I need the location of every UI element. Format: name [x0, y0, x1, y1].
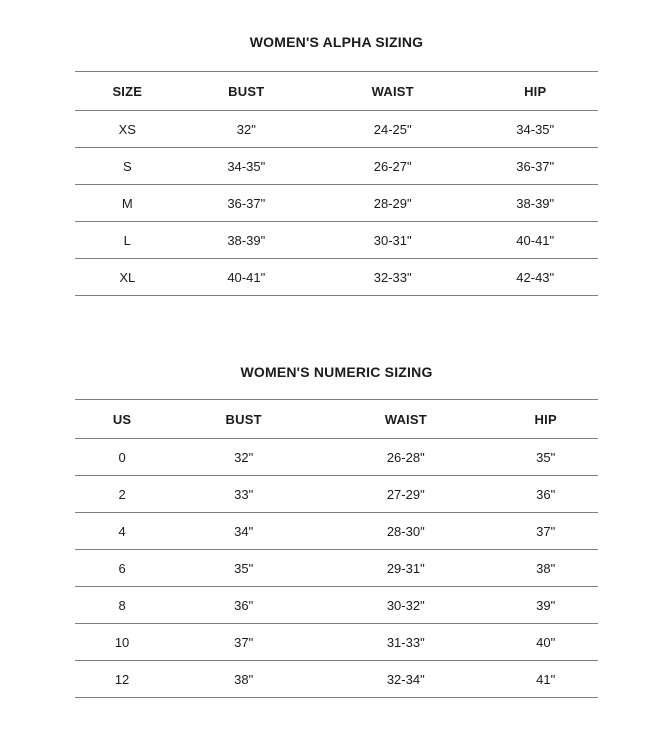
- table-row-us10: [75, 624, 598, 661]
- table-row-us8: [75, 587, 598, 624]
- alpha-sizing-title: WOMEN'S ALPHA SIZING: [249, 34, 424, 50]
- table-row-xs: [75, 111, 598, 148]
- waist-cell: 28-29": [313, 185, 473, 222]
- bust-cell: 33": [169, 476, 318, 513]
- us-cell: 8: [75, 587, 169, 624]
- numeric-sizing-section: [75, 296, 598, 698]
- bust-cell: 34": [169, 513, 318, 550]
- waist-cell: 31-33": [318, 624, 493, 661]
- bust-cell: 40-41": [180, 259, 313, 296]
- waist-cell: 30-31": [313, 222, 473, 259]
- us-cell: 0: [75, 439, 169, 476]
- size-cell: M: [75, 185, 180, 222]
- hip-cell: 35": [493, 439, 598, 476]
- bust-cell: 37": [169, 624, 318, 661]
- table-header-row: [75, 72, 598, 111]
- header-cell-waist: WAIST: [318, 400, 493, 439]
- size-cell: XS: [75, 111, 180, 148]
- table-row-us0: [75, 439, 598, 476]
- header-cell-waist: WAIST: [313, 72, 473, 111]
- hip-cell: 40-41": [472, 222, 598, 259]
- table-row-us6: [75, 550, 598, 587]
- us-cell: 2: [75, 476, 169, 513]
- header-cell-hip: HIP: [472, 72, 598, 111]
- size-cell: L: [75, 222, 180, 259]
- bust-cell: 36-37": [180, 185, 313, 222]
- alpha-sizing-section: [75, 0, 598, 296]
- bust-cell: 32": [180, 111, 313, 148]
- waist-cell: 28-30": [318, 513, 493, 550]
- table-header-row: [75, 400, 598, 439]
- bust-cell: 38": [169, 661, 318, 698]
- table-row-us2: [75, 476, 598, 513]
- us-cell: 12: [75, 661, 169, 698]
- header-cell-hip: HIP: [493, 400, 598, 439]
- header-cell-us: US: [75, 400, 169, 439]
- us-cell: 6: [75, 550, 169, 587]
- waist-cell: 24-25": [313, 111, 473, 148]
- us-cell: 10: [75, 624, 169, 661]
- bust-cell: 32": [169, 439, 318, 476]
- hip-cell: 38": [493, 550, 598, 587]
- bust-cell: 36": [169, 587, 318, 624]
- table-row-l: [75, 222, 598, 259]
- waist-cell: 26-27": [313, 148, 473, 185]
- table-row-us4: [75, 513, 598, 550]
- hip-cell: 34-35": [472, 111, 598, 148]
- size-cell: XL: [75, 259, 180, 296]
- numeric-sizing-table: [75, 399, 598, 698]
- waist-cell: 26-28": [318, 439, 493, 476]
- waist-cell: 29-31": [318, 550, 493, 587]
- hip-cell: 36": [493, 476, 598, 513]
- waist-cell: 30-32": [318, 587, 493, 624]
- table-row-m: [75, 185, 598, 222]
- hip-cell: 39": [493, 587, 598, 624]
- hip-cell: 40": [493, 624, 598, 661]
- bust-cell: 34-35": [180, 148, 313, 185]
- table-row-us12: [75, 661, 598, 698]
- bust-cell: 35": [169, 550, 318, 587]
- alpha-sizing-table: [75, 71, 598, 296]
- numeric-sizing-title: WOMEN'S NUMERIC SIZING: [240, 364, 433, 380]
- header-cell-size: SIZE: [75, 72, 180, 111]
- bust-cell: 38-39": [180, 222, 313, 259]
- hip-cell: 38-39": [472, 185, 598, 222]
- size-cell: S: [75, 148, 180, 185]
- waist-cell: 32-33": [313, 259, 473, 296]
- hip-cell: 36-37": [472, 148, 598, 185]
- hip-cell: 42-43": [472, 259, 598, 296]
- waist-cell: 32-34": [318, 661, 493, 698]
- hip-cell: 41": [493, 661, 598, 698]
- header-cell-bust: BUST: [180, 72, 313, 111]
- header-cell-bust: BUST: [169, 400, 318, 439]
- table-row-s: [75, 148, 598, 185]
- waist-cell: 27-29": [318, 476, 493, 513]
- table-row-xl: [75, 259, 598, 296]
- hip-cell: 37": [493, 513, 598, 550]
- us-cell: 4: [75, 513, 169, 550]
